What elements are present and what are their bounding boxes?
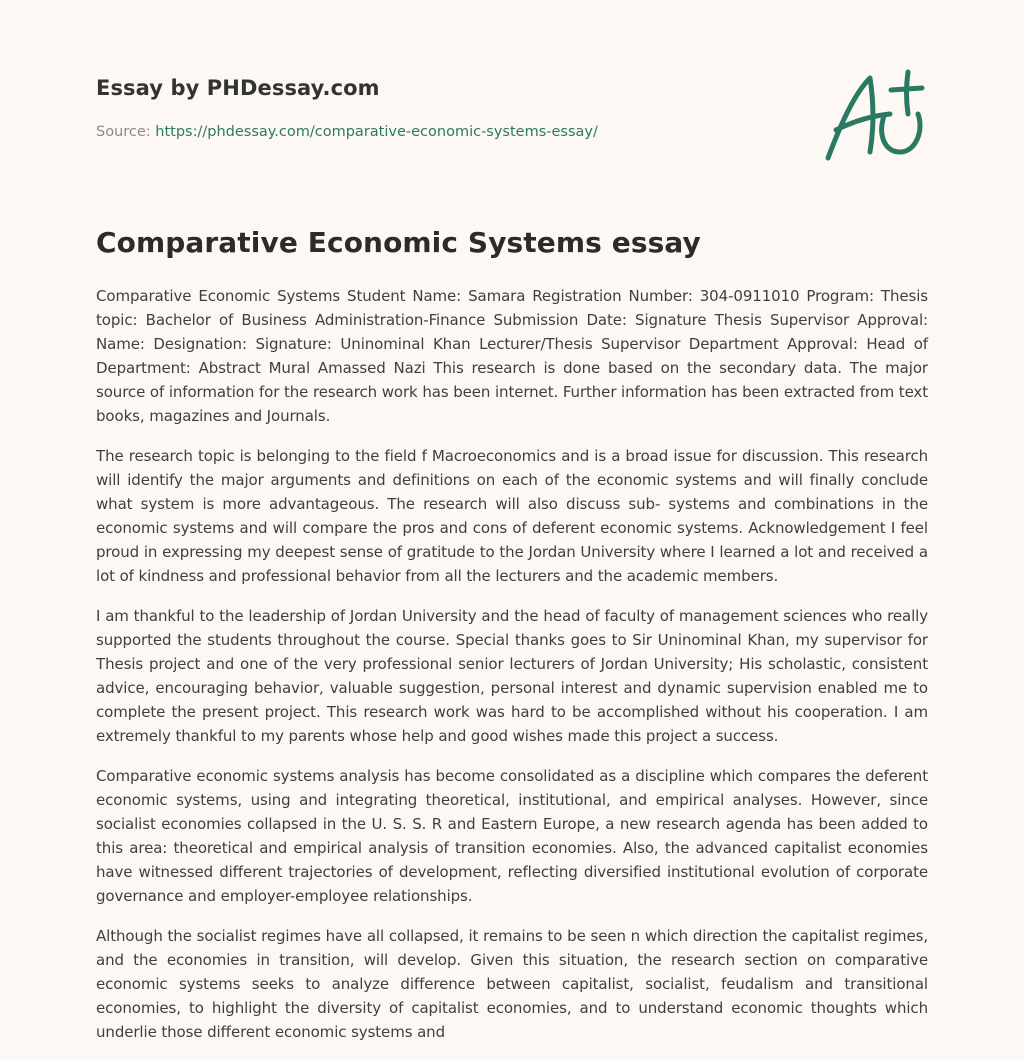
essay-paragraph: Comparative economic systems analysis has become consolidated as a discipline which compares the deferent economic systems, using and integrating theoretical, institutional, and empirical analyses. However, since socialist economies collapsed in the U. S. S. R and Eastern Europe, a new research agenda has been added to this area: theoretical and empirical analysis of transition economies. Also, the advanced capitalist economies have witnessed different trajectories of development, reflecting diversified institutional evolution of corporate governance and employer-employee relationships. — [96, 767, 928, 905]
site-title: Essay by PHDessay.com — [96, 76, 380, 100]
essay-title: Comparative Economic Systems essay — [96, 226, 701, 259]
essay-paragraph: The research topic is belonging to the field f Macroeconomics and is a broad issue for discussion. This research will identify the major arguments and definitions on each of the economic systems and will finally conclude what system is more advantageous. The research will also discuss sub- systems and combinations in the economic systems and will compare the pros and cons of deferent economic systems. Acknowledgement I feel proud in expressing my deepest sense of gratitude to the Jordan University where I learned a lot and received a lot of kindness and professional behavior from all the lecturers and the academic members. — [96, 447, 928, 585]
essay-paragraph: Although the socialist regimes have all collapsed, it remains to be seen n which direction the capitalist regimes, and the economies in transition, will develop. Given this situation, the research section on comparative economic systems seeks to analyze difference between capitalist, socialist, feudalism and transitional economies, to highlight the diversity of capitalist economies, and to understand economic thoughts which underlie those different economic systems and — [96, 927, 928, 1041]
a-plus-grade-logo-icon — [818, 64, 930, 164]
essay-paragraph: I am thankful to the leadership of Jordan University and the head of faculty of management sciences who really supported the students throughout the course. Special thanks goes to Sir Uninominal Khan, my supervisor for Thesis project and one of the very professional senior lecturers of Jordan University; His scholastic, consistent advice, encouraging behavior, valuable suggestion, personal interest and dynamic supervision enabled me to complete the present project. This research work was hard to be accomplished without his cooperation. I am extremely thankful to my parents whose help and good wishes made this project a success. — [96, 607, 928, 745]
source-line — [96, 124, 598, 140]
source-label: Source: — [96, 124, 151, 140]
essay-body — [96, 284, 928, 1060]
essay-paragraph: Comparative Economic Systems Student Name: Samara Registration Number: 304-0911010 Program: Thesis topic: Bachelor of Business Administration-Finance Submission Date: Signature Thesis Supervisor Approval: Name: Designation: Signature: Uninominal Khan Lecturer/Thesis Supervisor Department Approval: Head of Department: Abstract Mural Amassed Nazi This research is done based on the secondary data. The major source of information for the research work has been internet. Further information has been extracted from text books, magazines and Journals. — [96, 287, 928, 425]
source-link[interactable]: https://phdessay.com/comparative-economic-systems-essay/ — [155, 124, 598, 140]
